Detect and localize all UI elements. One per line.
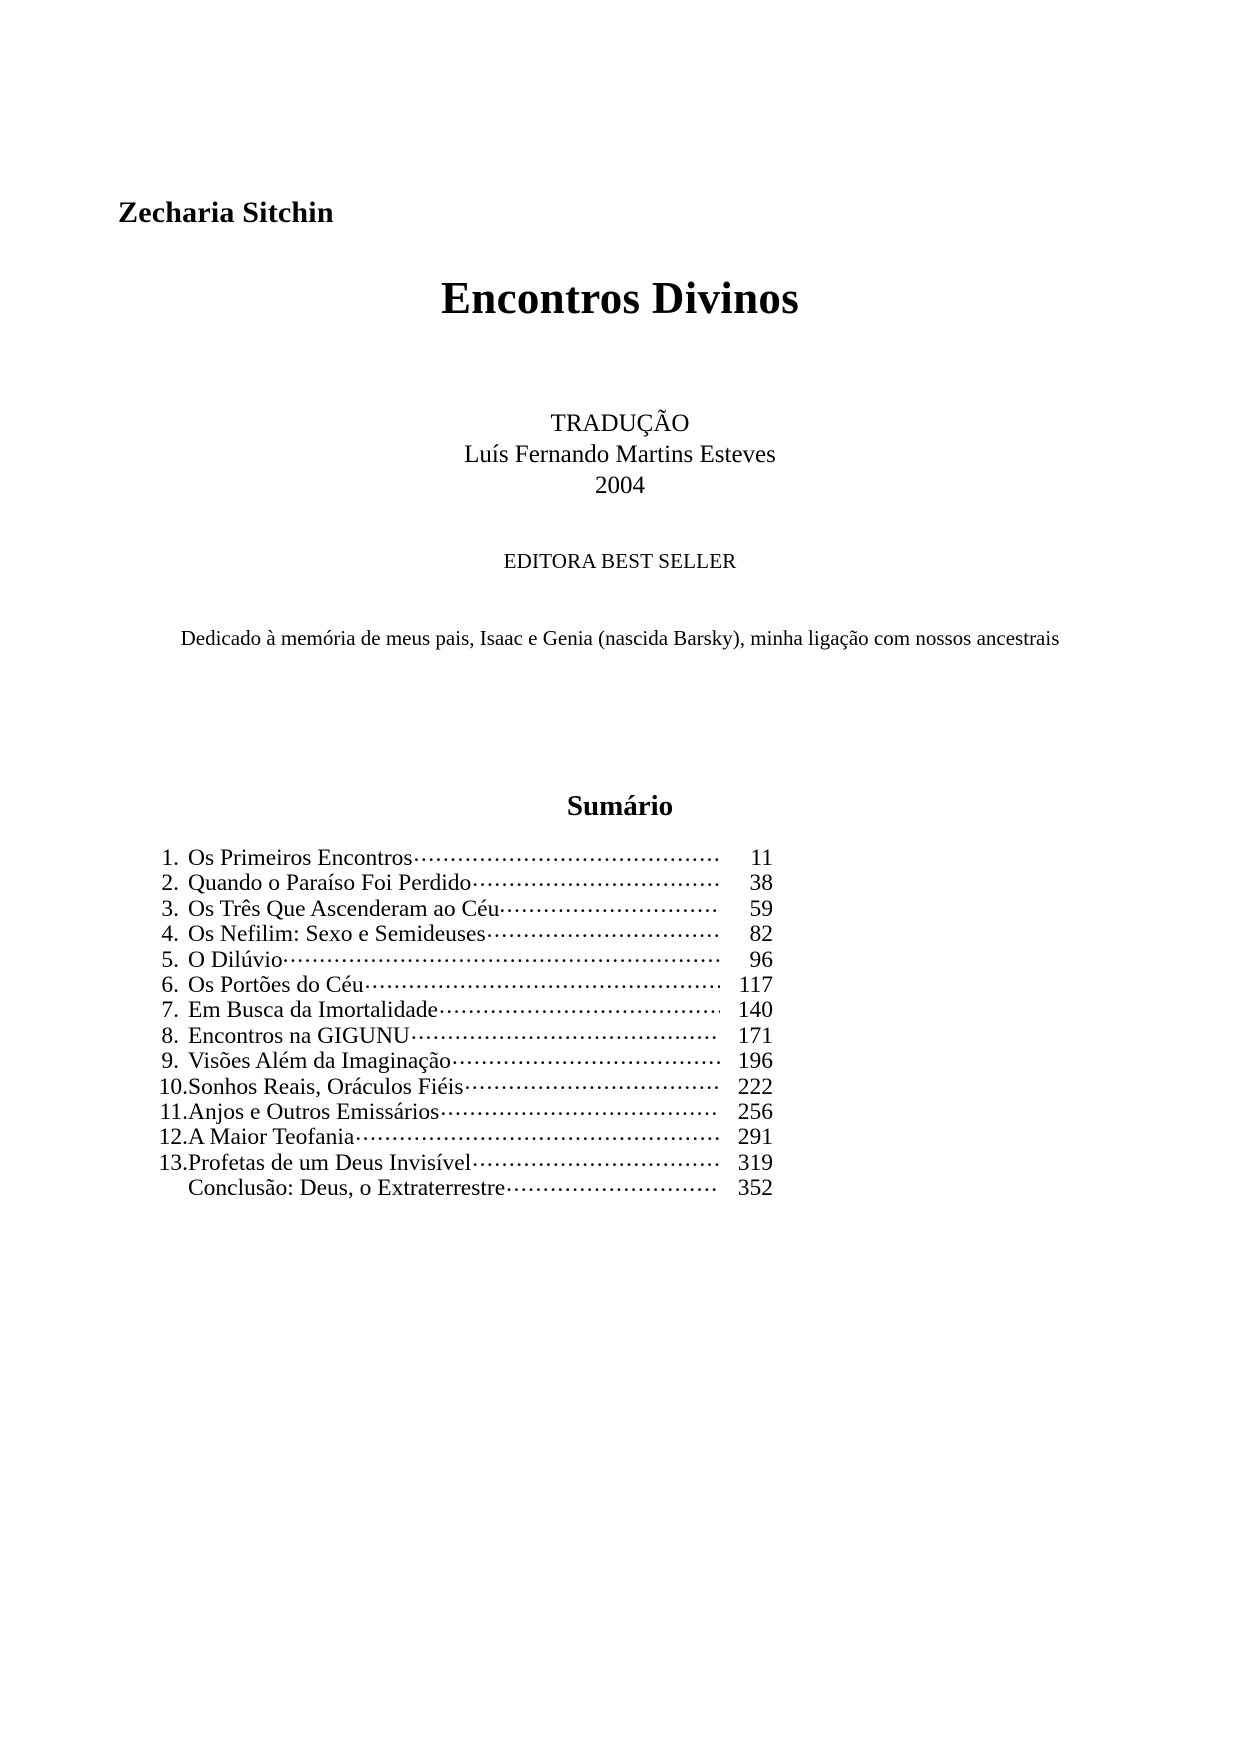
- toc-dot-leader: [452, 1045, 720, 1070]
- toc-entry-number: 1.: [161, 845, 179, 871]
- toc-entry-page-number: 171: [737, 1022, 773, 1049]
- toc-entry-page-number: 117: [738, 972, 773, 999]
- toc-entry-title: Os Portões do Céu: [188, 972, 364, 999]
- toc-entry-page-number: 82: [749, 921, 773, 948]
- toc-dot-leader: [411, 1020, 720, 1045]
- translator-name: Luís Fernando Martins Esteves: [464, 441, 776, 468]
- toc-entry-number: 3.: [161, 895, 179, 922]
- toc-entry-number: 4.: [161, 921, 179, 948]
- toc-entry-page-number: 196: [737, 1048, 773, 1075]
- toc-dot-leader: [499, 893, 720, 918]
- toc-dot-leader: [365, 969, 720, 994]
- toc-entry-title: Anjos e Outros Emissários: [188, 1099, 440, 1126]
- toc-entry-page-number: 59: [749, 895, 773, 922]
- toc-entry-title: Em Busca da Imortalidade: [188, 997, 438, 1024]
- toc-entry-title: Conclusão: Deus, o Extraterrestre: [188, 1175, 506, 1202]
- toc-entry-page-number: 96: [749, 946, 773, 973]
- book-title: Encontros Divinos: [440, 273, 800, 323]
- toc-entry-page-number: 319: [737, 1149, 773, 1176]
- toc-entry-title: Profetas de um Deus Invisível: [188, 1149, 472, 1176]
- toc-dot-leader: [506, 1172, 720, 1197]
- toc-entry-number: 12.: [158, 1124, 188, 1151]
- toc-entry-page-number: 222: [737, 1073, 773, 1100]
- translation-credits: [0, 408, 1240, 501]
- toc-entry-title: Os Primeiros Encontros: [188, 845, 413, 871]
- toc-dot-leader: [472, 1147, 720, 1172]
- toc-dot-leader: [487, 918, 720, 943]
- toc-entry-number: 13.: [158, 1149, 188, 1176]
- toc-entry-page-number: 11: [750, 845, 773, 871]
- toc-entry-title: Os Três Que Ascenderam ao Céu: [188, 895, 500, 922]
- toc-dot-leader: [440, 1096, 720, 1121]
- translation-year: 2004: [595, 472, 645, 499]
- dedication: [140, 624, 1100, 652]
- toc-dot-leader: [283, 943, 720, 968]
- toc-dot-leader: [464, 1070, 720, 1095]
- toc-entry-title: Encontros na GIGUNU: [188, 1022, 410, 1049]
- toc-dot-leader: [439, 994, 720, 1019]
- toc-dot-leader: [472, 867, 720, 892]
- translation-label: TRADUÇÃO: [550, 410, 690, 437]
- toc-entry-number: 5.: [161, 946, 179, 973]
- toc-entry-page-number: 38: [749, 870, 773, 897]
- dedication-line-2: ancestrais: [976, 626, 1060, 650]
- toc-entry-number: 2.: [161, 870, 179, 897]
- toc-entry-number: 8.: [161, 1022, 179, 1049]
- table-of-contents-heading: Sumário: [566, 790, 674, 822]
- toc-entry-page-number: 291: [737, 1124, 773, 1151]
- toc-entry[interactable]: [133, 1176, 773, 1201]
- author-name: Zecharia Sitchin: [118, 196, 334, 229]
- toc-entry-title: O Dilúvio: [188, 946, 283, 973]
- toc-entry-title: A Maior Teofania: [188, 1124, 355, 1151]
- toc-entry-number: 11.: [159, 1099, 188, 1126]
- toc-entry-page-number: 140: [737, 997, 773, 1024]
- toc-entry-number: 7.: [161, 997, 179, 1024]
- toc-entry-title: Visões Além da Imaginação: [188, 1048, 451, 1075]
- publisher-name: EDITORA BEST SELLER: [503, 549, 737, 573]
- toc-dot-leader: [355, 1121, 720, 1146]
- dedication-line-1: Dedicado à memória de meus pais, Isaac e Genia (nascida Barsky), minha ligação com nossos: [180, 626, 972, 650]
- toc-entry-page-number: 256: [737, 1099, 773, 1126]
- table-of-contents: [133, 846, 773, 1202]
- toc-dot-leader: [414, 842, 720, 867]
- toc-entry-number: 6.: [161, 972, 179, 999]
- toc-entry-number: 10.: [158, 1073, 188, 1100]
- toc-entry-page-number: 352: [737, 1175, 773, 1202]
- toc-entry-title: Os Nefilim: Sexo e Semideuses: [188, 921, 486, 948]
- toc-entry-title: Sonhos Reais, Oráculos Fiéis: [188, 1073, 464, 1100]
- toc-entry-title: Quando o Paraíso Foi Perdido: [188, 870, 472, 897]
- toc-entry-number: 9.: [161, 1048, 179, 1075]
